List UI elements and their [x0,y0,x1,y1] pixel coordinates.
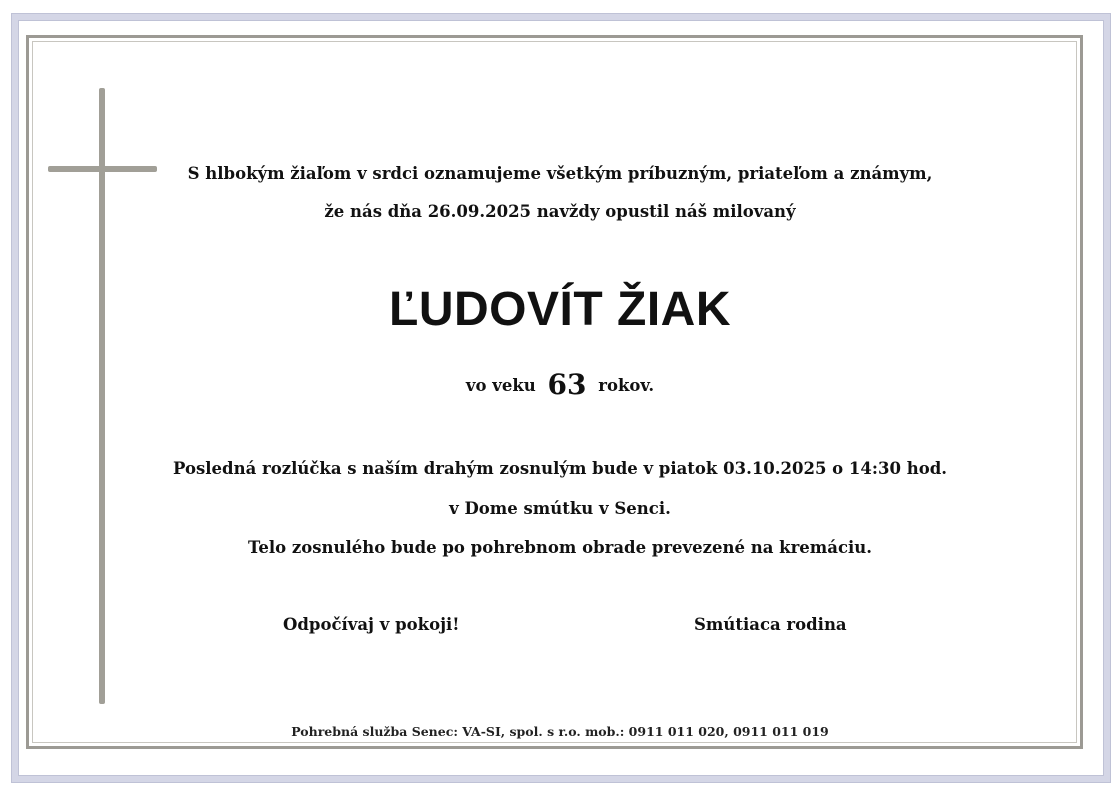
age-suffix: rokov. [598,376,655,395]
deceased-name: ĽUDOVÍT ŽIAK [389,283,731,336]
closing-family: Smútiaca rodina [694,615,847,634]
age-prefix: vo veku [465,376,536,395]
closing-rest-in-peace: Odpočívaj v pokoji! [283,615,460,634]
farewell-line-2: v Dome smútku v Senci. [449,499,671,518]
funeral-service-footer: Pohrebná služba Senec: VA-SI, spol. s r.o. mob.: 0911 011 020, 0911 011 019 [291,724,829,739]
age-value: 63 [547,368,587,401]
intro-line-1: S hlbokým žiaľom v srdci oznamujeme všetkým príbuzným, priateľom a známym, [187,164,933,183]
farewell-line-1: Posledná rozlúčka s naším drahým zosnulým bude v piatok 03.10.2025 o 14:30 hod. [173,459,947,478]
intro-line-2: že nás dňa 26.09.2025 navždy opustil náš milovaný [324,202,796,221]
farewell-line-3: Telo zosnulého bude po pohrebnom obrade prevezené na kremáciu. [247,538,873,557]
age-line [100,368,1020,401]
